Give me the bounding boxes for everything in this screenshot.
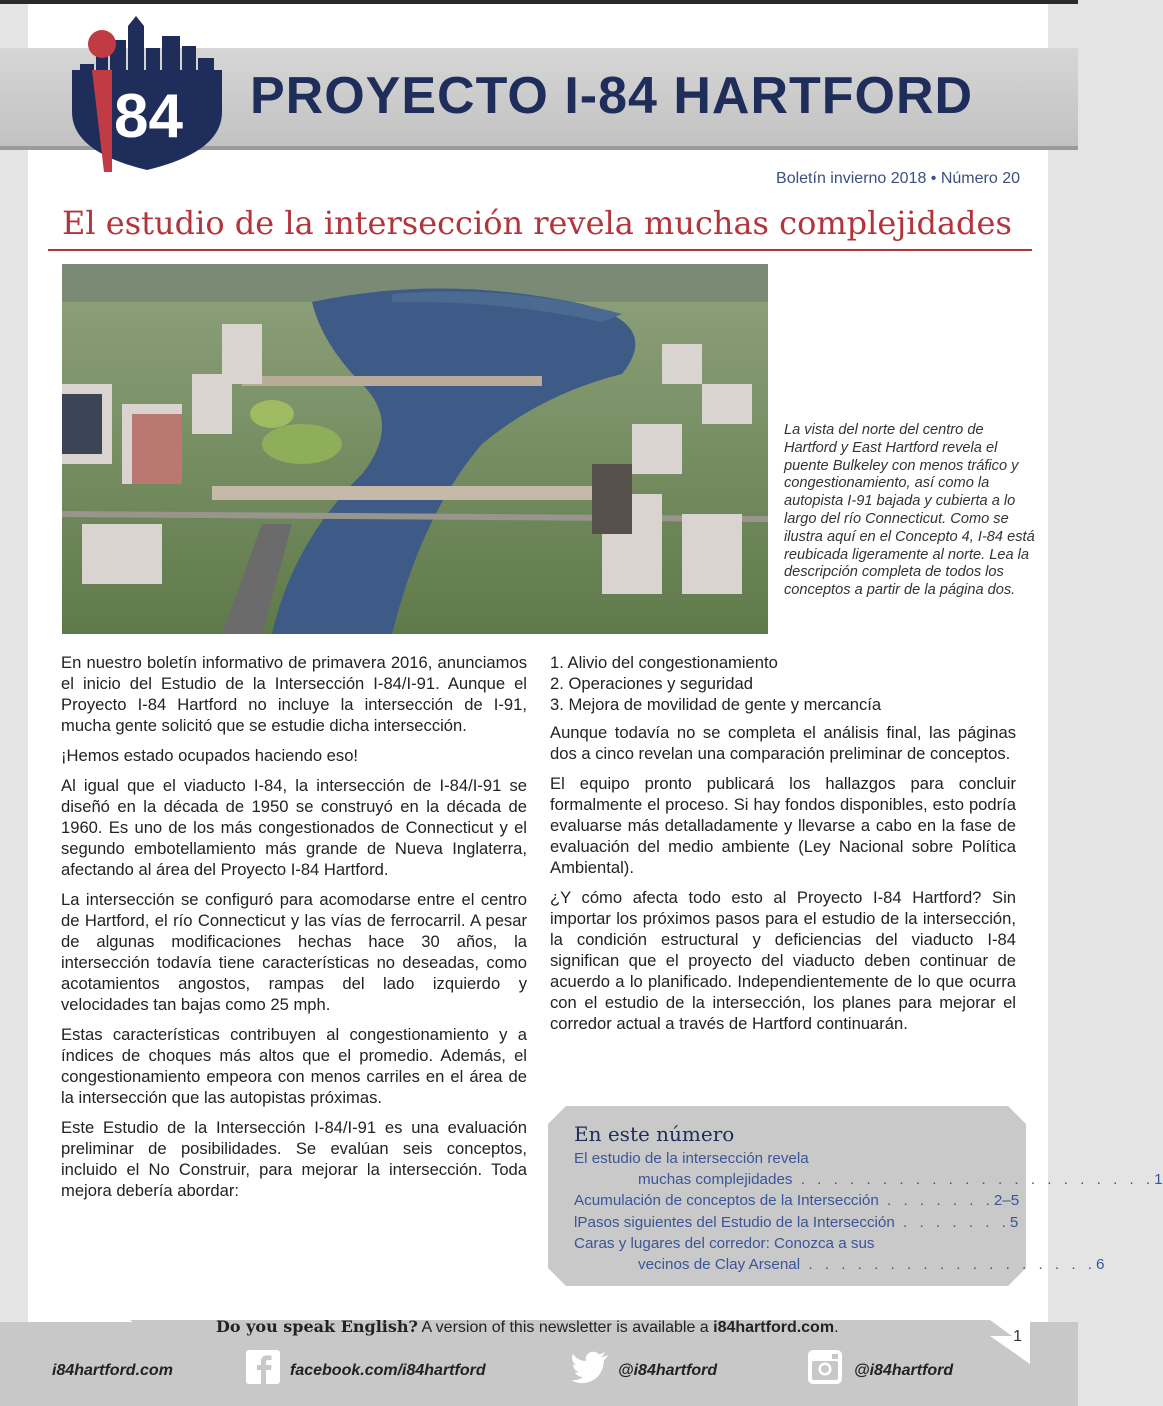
facebook-icon[interactable] — [246, 1350, 280, 1384]
paragraph: ¿Y cómo afecta todo esto al Proyecto I-84 Hartford? Sin importar los próximos pasos para el estudio de la intersección, la condición estructural y deficiencias del viaducto I-84 significan que el proyecto del viaducto deben continuar de acuerdo a lo planificado. Independientemente de lo que ocurra con el estudio de la intersección, los planes para mejorar el corredor actual a través de Hartford continuarán. — [550, 888, 1016, 1033]
list-item: 2. Operaciones y seguridad — [550, 674, 753, 693]
article-column-right — [550, 652, 1016, 1043]
toc-entry[interactable]: El estudio de la intersección revela — [574, 1150, 809, 1167]
leader-dots: . . . . . . . . . . . . . . . . . . — [800, 1256, 1096, 1274]
headline-rule — [48, 249, 1032, 251]
paragraph: En nuestro boletín informativo de primavera 2016, anunciamos el inicio del Estudio de la Intersección I-84/I-91. Aunque el Proyecto I-84 Hartford no incluye la intersección de I-91, mucha gente solicitó que se estudie dicha intersección. — [61, 653, 527, 735]
paragraph: La intersección se configuró para acomodarse entre el centro de Hartford, el río Connecticut y las vías de ferrocarril. A pesar de algunas modificaciones hechas hace 30 años, la intersección todavía tiene características no deseadas, como acotamientos angostos, rampas del lado izquierdo y velocidades tan bajas como 25 mph. — [61, 890, 527, 1014]
paragraph: Estas características contribuyen al congestionamiento y a índices de choques más altos que el promedio. Además, el congestionamiento empeora con menos carriles en el área de la intersección que las autopistas próximas. — [61, 1025, 527, 1107]
table-of-contents — [574, 1148, 1163, 1275]
website-link[interactable]: i84hartford.com — [713, 1319, 835, 1336]
paragraph: El equipo pronto publicará los hallazgos para concluir formalmente el proceso. Si hay fondos disponibles, esto podría evaluarse más detalladamente y llevarse a cabo en la fase de evaluación del medio ambiente (Ley Nacional sobre Política Ambiental). — [550, 774, 1016, 877]
in-this-issue-title: En este número — [574, 1122, 735, 1146]
paragraph: Aunque todavía no se completa el análisis final, las páginas dos a cinco revelan una comparación preliminar de conceptos. — [550, 723, 1016, 763]
leader-dots: . . . . . . . — [878, 1192, 994, 1210]
footer-website-link[interactable]: i84hartford.com — [52, 1362, 173, 1379]
footer-twitter-link[interactable]: @i84hartford — [618, 1362, 718, 1379]
svg-text:84: 84 — [114, 82, 183, 151]
toc-entry[interactable]: Caras y lugares del corredor: Conozca a sus — [574, 1234, 875, 1252]
leader-dots: . . . . . . . . . . . . . . . . . . . . . . — [792, 1171, 1155, 1189]
page-number: 1 — [1013, 1328, 1022, 1345]
instagram-icon[interactable] — [808, 1350, 842, 1384]
toc-entry[interactable]: Acumulación de conceptos de la Intersección . . . . . . . 2–5 — [574, 1190, 994, 1211]
article-headline: El estudio de la intersección revela muchas complejidades — [62, 204, 1012, 242]
toc-entry-continued[interactable]: vecinos de Clay Arsenal . . . . . . . . . . . . . . . . . . 6 — [574, 1254, 994, 1275]
paragraph: ¡Hemos estado ocupados haciendo eso! — [61, 746, 359, 765]
twitter-icon[interactable] — [570, 1350, 610, 1384]
aerial-photo — [62, 264, 768, 634]
i84-logo — [52, 12, 242, 174]
footer-facebook-link[interactable]: facebook.com/i84hartford — [290, 1362, 486, 1379]
paragraph: Este Estudio de la Intersección I-84/I-91 es una evaluación preliminar de posibilidades. Se evalúan seis conceptos, incluido el No Construir, para mejorar la intersección. Toda mejora debería abordar: — [61, 1118, 527, 1200]
newsletter-title: PROYECTO I-84 HARTFORD — [250, 67, 974, 125]
photo-caption: La vista del norte del centro de Hartford y East Hartford revela el puente Bulkeley con menos tráfico y congestionamiento, así como la autopista I-91 bajada y cubierta a lo largo del río Connecticut. Como se ilustra aquí en el Concepto 4, I-84 está reubicada ligeramente al norte. Lea la descripción completa de todos los conceptos a partir de la página dos. — [784, 422, 1035, 599]
goals-list — [550, 652, 1016, 715]
issue-line: Boletín invierno 2018 • Número 20 — [776, 170, 1020, 187]
top-rule — [0, 0, 1078, 4]
paragraph: Al igual que el viaducto I-84, la intersección de I-84/I-91 se diseñó en la década de 1950 se construyó en la década de 1960. Es uno de los más congestionados de Connecticut y el segundo embotellamiento más grande de Nueva Inglaterra, afectando al área del Proyecto I-84 Hartford. — [61, 776, 527, 879]
list-item: 1. Alivio del congestionamiento — [550, 653, 778, 672]
english-notice: Do you speak English? A version of this newsletter is available a i84hartford.com. — [216, 1317, 839, 1336]
leader-dots: . . . . . . . — [894, 1213, 1010, 1231]
toc-entry-continued[interactable]: muchas complejidades . . . . . . . . . . . . . . . . . . . . . . 1 — [574, 1169, 994, 1190]
toc-entry[interactable]: lPasos siguientes del Estudio de la Intersección . . . . . . . 5 — [574, 1212, 994, 1233]
article-column-left — [61, 652, 527, 1210]
list-item: 3. Mejora de movilidad de gente y mercancía — [550, 695, 882, 714]
footer-instagram-link[interactable]: @i84hartford — [854, 1362, 954, 1379]
